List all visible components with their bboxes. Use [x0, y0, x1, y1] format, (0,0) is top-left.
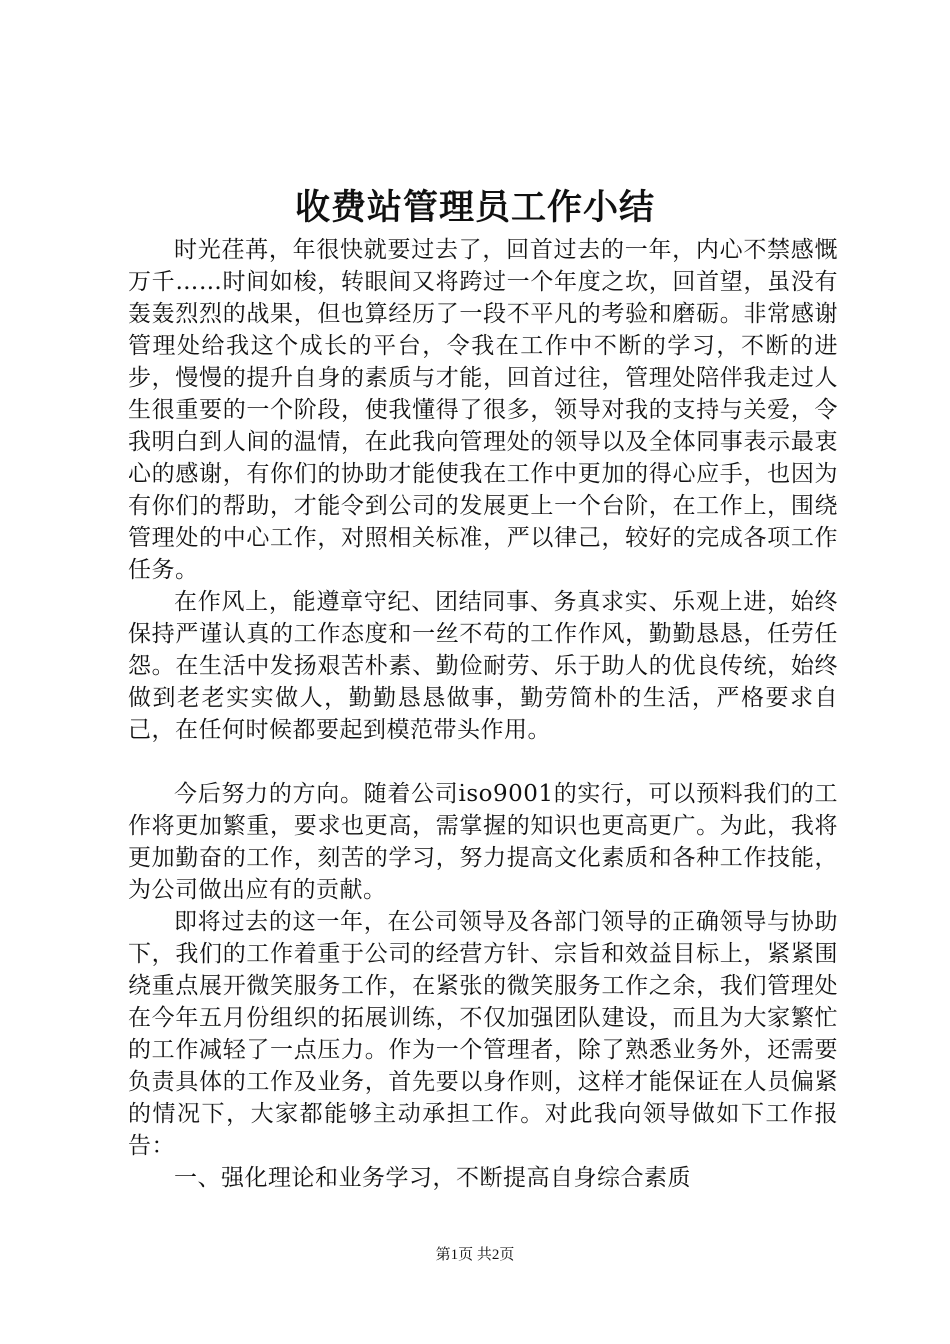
page-number: 第1页 共2页 — [435, 1247, 515, 1263]
document-body — [128, 234, 838, 1194]
section-heading-1: 一、强化理论和业务学习，不断提高自身综合素质 — [174, 1165, 691, 1191]
paragraph-work-style: 在作风上，能遵章守纪、团结同事、务真求实、乐观上进，始终保持严谨认真的工作态度和一丝不苟的工作作风，勤勤恳恳，任劳任怨。在生活中发扬艰苦朴素、勤俭耐劳、乐于助人的优良传统，始终做到老老实实做人，勤勤恳恳做事，勤劳简朴的生活，严格要求自己，在任何时候都要起到模范带头作用。 — [128, 589, 838, 743]
paragraph-intro: 时光荏苒，年很快就要过去了，回首过去的一年，内心不禁感慨万千……时间如梭，转眼间又将跨过一个年度之坎，回首望，虽没有轰轰烈烈的战果，但也算经历了一段不平凡的考验和磨砺。非常感谢管理处给我这个成长的平台，令我在工作中不断的学习，不断的进步，慢慢的提升自身的素质与才能，回首过往，管理处陪伴我走过人生很重要的一个阶段，使我懂得了很多，领导对我的支持与关爱，令我明白到人间的温情，在此我向管理处的领导以及全体同事表示最衷心的感谢，有你们的协助才能使我在工作中更加的得心应手，也因为有你们的帮助，才能令到公司的发展更上一个台阶，在工作上，围绕管理处的中心工作，对照相关标准，严以律己，较好的完成各项工作任务。 — [128, 237, 838, 583]
paragraph-future-direction: 今后努力的方向。随着公司iso9001的实行，可以预料我们的工作将更加繁重，要求也更高，需掌握的知识也更高更广。为此，我将更加勤奋的工作，刻苦的学习，努力提高文化素质和各种工作技能，为公司做出应有的贡献。 — [128, 781, 838, 903]
paragraph-year-review: 即将过去的这一年，在公司领导及各部门领导的正确领导与协助下，我们的工作着重于公司的经营方针、宗旨和效益目标上，紧紧围绕重点展开微笑服务工作，在紧张的微笑服务工作之余，我们管理处在今年五月份组织的拓展训练，不仅加强团队建设，而且为大家繁忙的工作减轻了一点压力。作为一个管理者，除了熟悉业务外，还需要负责具体的工作及业务，首先要以身作则，这样才能保证在人员偏紧的情况下，大家都能够主动承担工作。对此我向领导做如下工作报告： — [128, 909, 838, 1159]
document-title: 收费站管理员工作小结 — [294, 187, 655, 228]
